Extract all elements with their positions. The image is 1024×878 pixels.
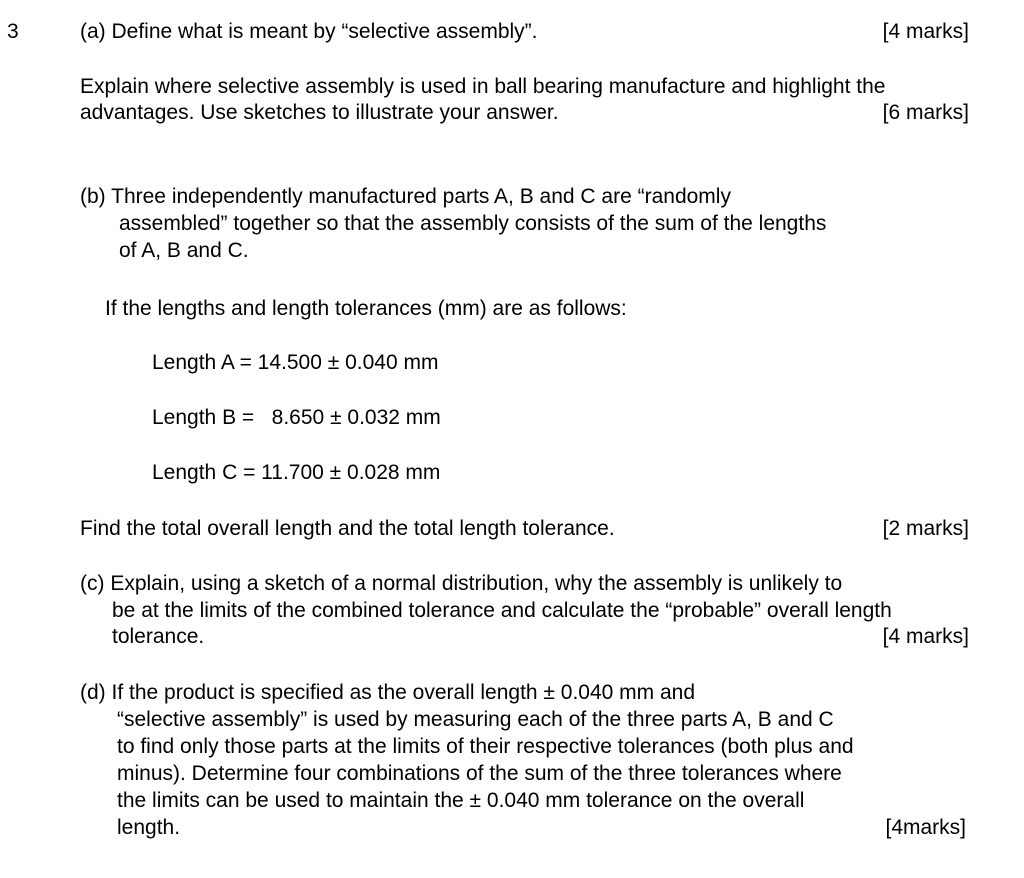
part-d-marks: [4marks]: [885, 816, 966, 839]
part-b-marks: [2 marks]: [882, 517, 969, 540]
part-a-line-1: (a) Define what is meant by “selective assembly”.: [80, 20, 538, 43]
part-d-line-4: minus). Determine four combinations of the sum of the three tolerances where: [117, 762, 842, 785]
question-number: 3: [7, 20, 19, 43]
part-d-line-5: the limits can be used to maintain the ± 0.040 mm tolerance on the overall: [117, 789, 805, 812]
length-c: Length C = 11.700 ± 0.028 mm: [152, 461, 441, 484]
part-d-line-2: “selective assembly” is used by measuring each of the three parts A, B and C: [117, 708, 834, 731]
part-a-marks-2: [6 marks]: [882, 101, 969, 124]
part-b-line-1: (b) Three independently manufactured parts A, B and C are “randomly: [80, 185, 731, 208]
part-b-line-3: of A, B and C.: [119, 239, 249, 262]
part-c-line-1: (c) Explain, using a sketch of a normal distribution, why the assembly is unlikely to: [80, 572, 843, 595]
part-b-intro: If the lengths and length tolerances (mm) are as follows:: [105, 297, 627, 320]
part-d-line-6: length.: [117, 816, 181, 839]
part-c-line-2: be at the limits of the combined tolerance and calculate the “probable” overall length: [112, 599, 892, 622]
part-b-find: Find the total overall length and the total length tolerance.: [80, 517, 615, 540]
part-a-line-3: advantages. Use sketches to illustrate your answer.: [80, 101, 559, 124]
length-b: Length B = 8.650 ± 0.032 mm: [152, 406, 441, 429]
part-b-line-2: assembled” together so that the assembly consists of the sum of the lengths: [119, 212, 827, 235]
part-c-line-3: tolerance.: [112, 625, 205, 648]
part-c-marks: [4 marks]: [882, 625, 969, 648]
part-a-line-2: Explain where selective assembly is used in ball bearing manufacture and highlight the: [80, 75, 886, 98]
part-d-line-1: (d) If the product is specified as the overall length ± 0.040 mm and: [80, 681, 696, 704]
part-a-marks-1: [4 marks]: [882, 20, 969, 43]
part-d-line-3: to find only those parts at the limits of their respective tolerances (both plus and: [117, 735, 854, 758]
length-a: Length A = 14.500 ± 0.040 mm: [152, 351, 439, 374]
